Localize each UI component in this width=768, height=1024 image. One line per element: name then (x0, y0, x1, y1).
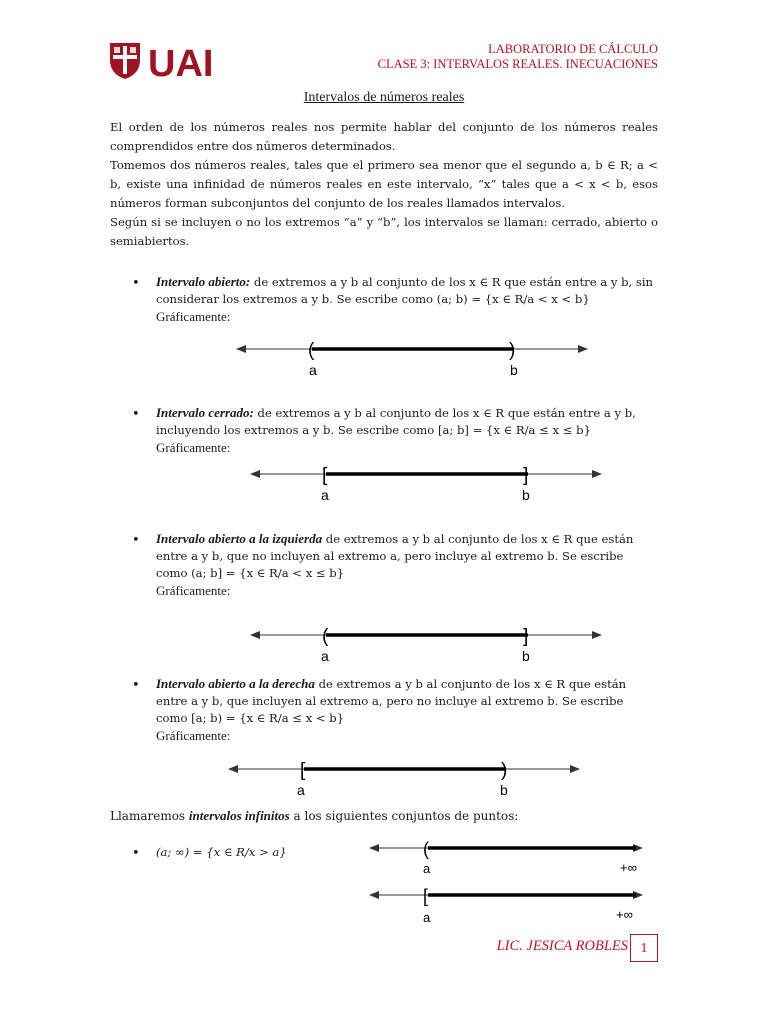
label-infinity: +∞ (620, 860, 637, 875)
left-bracket: ( (308, 340, 315, 361)
number-line-infinite-closed (366, 885, 646, 927)
label-a: a (321, 487, 329, 503)
arrow-left-icon (228, 765, 238, 773)
label-a: a (423, 861, 431, 876)
number-line-right-open (224, 758, 584, 800)
graf-label: Gráficamente: (156, 583, 231, 598)
right-bracket: ] (523, 626, 529, 647)
page-number: 1 (630, 934, 658, 962)
infinite-intro-after: a los siguientes conjuntos de puntos: (289, 809, 519, 823)
bullet: • (132, 846, 140, 861)
page-title: Intervalos de números reales (303, 90, 465, 105)
label-b: b (522, 487, 530, 503)
arrow-left-icon (236, 345, 246, 353)
item-open (156, 273, 656, 326)
bullet: • (132, 407, 140, 422)
graf-label: Gráficamente: (156, 309, 231, 324)
logo-text: UAI (148, 43, 214, 80)
left-bracket: [ (300, 760, 306, 781)
number-line-left-open (246, 624, 606, 666)
infinite-intro-before: Llamaremos (110, 809, 189, 823)
footer-author: LIC. JESICA ROBLES (496, 938, 628, 954)
label-a: a (297, 782, 305, 798)
left-bracket: ( (322, 626, 329, 647)
arrow-left-icon (250, 470, 260, 478)
item-heading: Intervalo abierto: (156, 274, 251, 289)
bullet: • (132, 533, 140, 548)
item-right-open (156, 675, 656, 745)
graf-label: Gráficamente: (156, 728, 231, 743)
arrow-left-icon (250, 631, 260, 639)
infinite-intro-emphasis: intervalos infinitos (188, 808, 290, 823)
left-bracket: ( (423, 839, 429, 859)
right-bracket: ) (509, 340, 516, 361)
left-bracket: [ (423, 886, 429, 906)
label-infinity: +∞ (616, 907, 633, 922)
item-left-open (156, 530, 656, 600)
number-line-closed (246, 463, 606, 505)
intro-paragraph: Según si se incluyen o no los extremos “a” y “b”, los intervalos se llaman: cerrado, abierto o semiabiertos. (110, 215, 658, 248)
item-heading: Intervalo abierto a la izquierda (156, 531, 323, 546)
label-b: b (522, 648, 530, 664)
arrow-right-icon (592, 470, 602, 478)
infinite-intro (110, 806, 658, 826)
arrow-left-icon (369, 844, 379, 852)
arrow-left-icon (369, 891, 379, 899)
header-lesson: CLASE 3: INTERVALOS REALES. INECUACIONES (377, 57, 658, 71)
item-heading: Intervalo abierto a la derecha (156, 676, 315, 691)
intro-paragraph: El orden de los números reales nos permite hablar del conjunto de los números reales comprendidos entre dos números determinados. (110, 120, 658, 153)
right-bracket: ] (523, 465, 529, 486)
label-b: b (500, 782, 508, 798)
number-line-open (232, 338, 592, 380)
item-text: de extremos a y b al conjunto de los x ∈ R que están entre a y b, sin considerar los extremos a y b. Se escribe como (a; b) = {x ∈ R/a < x < b} (156, 275, 654, 306)
header-course: LABORATORIO DE CÁLCULO (488, 42, 658, 56)
graf-label: Gráficamente: (156, 440, 231, 455)
infinite-set-first: (a; ∞) = {x ∈ R/x > a} (156, 845, 287, 859)
arrow-right-icon (578, 345, 588, 353)
item-text: de extremos a y b al conjunto de los x ∈ R que están entre a y b, incluyendo los extremos a y b. Se escribe como [a; b] = {x ∈ R/a ≤ x ≤ b} (156, 406, 636, 437)
item-text: de extremos a y b al conjunto de los x ∈ R que están entre a y b, que no incluyen al extremo a, pero incluye al extremo b. Se escribe como (a; b] = {x ∈ R/a < x ≤ b} (156, 532, 634, 580)
arrow-right-icon (570, 765, 580, 773)
shield-icon (110, 43, 140, 79)
item-heading: Intervalo cerrado: (156, 405, 254, 420)
bullet: • (132, 678, 140, 693)
item-closed (156, 404, 656, 457)
label-a: a (321, 648, 329, 664)
bullet: • (132, 276, 140, 291)
uai-logo (108, 40, 238, 80)
number-line-infinite-open (366, 838, 646, 878)
label-b: b (510, 362, 518, 378)
arrow-right-icon (592, 631, 602, 639)
label-a: a (309, 362, 317, 378)
intro-text (110, 118, 658, 251)
intro-paragraph: Tomemos dos números reales, tales que el primero sea menor que el segundo a, b ∈ R; a < b, existe una infinidad de números reales en este intervalo, “x” tales que a < x < b, esos números forman subconjuntos del conjunto de los reales llamados intervalos. (110, 158, 658, 210)
label-a: a (423, 910, 431, 925)
item-text: de extremos a y b al conjunto de los x ∈ R que están entre a y b, que incluyen al extremo a, pero no incluye al extremo b. Se escribe como [a; b) = {x ∈ R/a ≤ x < b} (156, 677, 627, 725)
left-bracket: [ (322, 465, 328, 486)
right-bracket: ) (501, 760, 508, 781)
